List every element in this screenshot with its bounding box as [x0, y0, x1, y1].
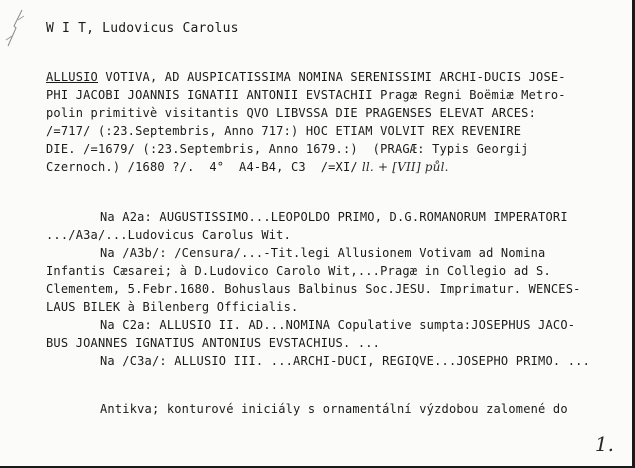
note-line-6: LAUS BILEK à Bilenberg Officialis.	[46, 300, 299, 314]
note-line-9: Na /C3a/: ALLUSIO III. ...ARCHI-DUCI, REGIQVE...JOSEPHO PRIMO. ...	[100, 354, 591, 368]
note-line-3: Na /A3b/: /Censura/...-Tit.legi Allusionem Votivam ad Nomina	[100, 246, 546, 260]
title-first-word: ALLUSIO	[46, 70, 98, 84]
title-line-4: /=717/ (:23.Septembris, Anno 717:) HOC ETIAM VOLVIT REX REVENIRE	[46, 124, 522, 138]
pencil-mark-icon	[4, 6, 30, 48]
note-line-5: Clementem, 5.Febr.1680. Bohuslaus Balbinus Soc.JESU. Imprimatur. WENCES-	[46, 282, 581, 296]
note-line-4: Infantis Cæsarei; à D.Ludovico Carolo Wit,...Pragæ in Collegio ad S.	[46, 264, 551, 278]
title-line-6	[46, 160, 449, 174]
title-line-1	[46, 70, 566, 84]
note-line-1: Na A2a: AUGUSTISSIMO...LEOPOLDO PRIMO, D.G.ROMANORUM IMPERATORI	[100, 210, 568, 224]
title-line-5: DIE. /=1679/ (:23.Septembris, Anno 1679.:) (PRAGÆ: Typis Georgij	[46, 142, 529, 156]
collation-handwritten: ll. + [VII] půl.	[357, 160, 449, 174]
title-line-3: polin primitivè visitantis QVO LIBVSSA DIE PRAGENSES ELEVAT ARCES:	[46, 106, 537, 120]
corner-handwritten-mark: 1.	[594, 432, 614, 456]
card-heading: W I T, Ludovicus Carolus	[46, 21, 239, 36]
title-line-2: PHI JACOBI JOANNIS IGNATII ANTONII EVSTACHII Pragæ Regni Boëmiæ Metro-	[46, 88, 566, 102]
title-line-1-rest: VOTIVA, AD AUSPICATISSIMA NOMINA SERENISSIMI ARCHI-DUCIS JOSE-	[97, 70, 566, 84]
note-line-2: .../A3a/...Ludovicus Carolus Wit.	[46, 228, 292, 242]
note-line-7: Na C2a: ALLUSIO II. AD...NOMINA Copulative sumpta:JOSEPHUS JACO-	[100, 318, 576, 332]
collation-typed: Czernoch.) /1680 ?/. 4° A4-B4, C3 /=XI/	[46, 160, 358, 174]
footer-line: Antikva; konturové iniciály s ornamentální výzdobou zalomené do	[100, 402, 568, 416]
note-line-8: BUS JOANNES IGNATIUS ANTONIUS EVSTACHIUS. ...	[46, 336, 381, 350]
